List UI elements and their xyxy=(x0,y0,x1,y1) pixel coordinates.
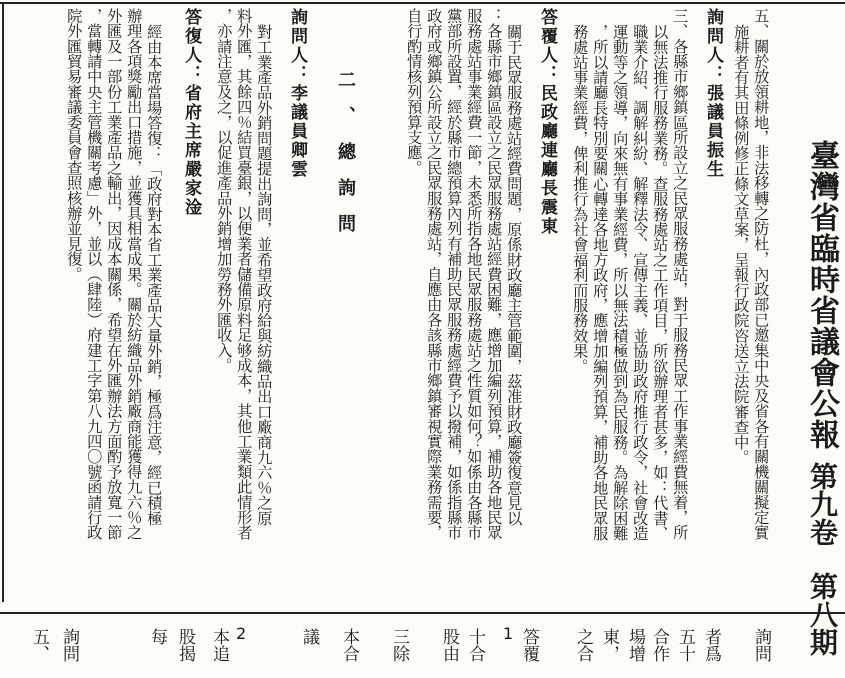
bottom-fragment: 東， xyxy=(599,628,619,662)
footnote-number: 1 xyxy=(503,624,514,643)
text-column: 辦理各項獎勵出口措施，並獲具相當成果。關於紡織品外銷廠商能獲得九六％之 xyxy=(125,8,144,540)
text-column: 料外匯，其餘四％結買臺銀，以便業者儲備原料足够成本，其他工業類此情形者 xyxy=(235,8,254,540)
issue-number: 第八期 xyxy=(806,572,839,656)
bottom-fragment: 者爲 xyxy=(701,628,721,662)
volume-number: 第九卷 xyxy=(806,462,839,546)
bottom-fragment: 場增 xyxy=(625,628,645,662)
text-column: ，所以請廳長特別要關心轉達各地方政府，應增加編列預算，補助各地民眾服 xyxy=(591,24,610,541)
bottom-fragment: 詢問 xyxy=(751,628,771,662)
respondent-heading: 答覆人：民政廳連廳長震東 xyxy=(537,8,557,236)
text-column: 政府或鄉鎮公所設立之民眾服務處站，自應由各該縣市鄉鎮審視實際業務需要， xyxy=(425,8,444,540)
footnote-number: 2 xyxy=(236,624,247,643)
text-column: 黨部所設置，經於縣市總預算內列有補助民眾服務處經費予以撥補，如係指縣市 xyxy=(445,8,464,540)
section-heading: 二、總詢問 xyxy=(335,70,356,250)
text-column: 院外匯貿易審議委員會查照核辦並見復。 xyxy=(65,8,84,282)
text-column: 施耕者有其田條例修正條文草案，呈報行政院咨送立法院審查中。 xyxy=(732,24,751,465)
text-column: ：各縣市鄉鎮區設立之民眾服務處站經費困難，應增加編列預算，補助各地民眾 xyxy=(485,8,504,540)
bottom-fragment: 之合 xyxy=(573,628,593,662)
bottom-fragment: 本合 xyxy=(339,628,359,662)
gazette-title: 臺灣省臨時省議會公報 xyxy=(804,140,839,450)
text-column: 經由本席當場答復：「政府對本省工業產品大量外銷，極爲注意，經已積極 xyxy=(145,24,164,526)
text-column: 服務處站事業經費一節，未悉所指各地民眾服務處站之性質如何？如係由各縣市 xyxy=(465,8,484,540)
bottom-fragment: 五、 xyxy=(29,628,49,662)
inquirer-heading: 詢問人：張議員振生 xyxy=(703,8,723,179)
top-border xyxy=(0,2,845,4)
text-column: 自行酌情核列預算支應。 xyxy=(405,8,424,176)
bottom-fragment: 合作 xyxy=(649,628,669,662)
volume-issue xyxy=(800,448,842,678)
bottom-fragment: 三除 xyxy=(389,628,409,662)
text-column: 務處站事業經費，俾利推行為社會福利而服務效果。 xyxy=(571,24,590,374)
text-column: 三、各縣市鄉鎮區所設立之民眾服務處站，對于服務民眾工作事業經費無着，所 xyxy=(671,8,690,540)
bottom-fragment: 議 xyxy=(299,628,319,645)
left-border xyxy=(2,2,4,602)
bottom-fragment: 十合 xyxy=(465,628,485,662)
text-column: 關于民眾服務處站經費問題，原係財政廳主管範圍，茲准財政廳簽復意見以 xyxy=(505,24,524,526)
bottom-fragment: 詢問 xyxy=(59,628,79,662)
text-column: 運動等之領導，向來無有事業經費，所以無法積極做到為民服務。為解除困難 xyxy=(611,24,630,541)
text-column: 職業介紹、調解糾紛、解釋法令、宣傳主義、並協助政府推行政令，社會改造 xyxy=(631,24,650,541)
text-column: ，當轉請中央主管機關考慮」外，並以（肆陸）府建工字第八九四〇號函請行政 xyxy=(85,8,104,540)
bottom-fragment: 五十 xyxy=(675,628,695,662)
bottom-fragment: 股由 xyxy=(439,628,459,662)
inquirer-heading: 詢問人：李議員卿雲 xyxy=(287,8,307,179)
text-column: 以無法推行服務業務。查服務處站之工作項目，所欲辦理者甚多，如：代書、 xyxy=(651,24,670,541)
text-column: ，亦請注意及之，以促進產品外銷增加勞務外匯收入。 xyxy=(215,8,234,373)
bottom-fragment: 本追 xyxy=(209,628,229,662)
bottom-fragment: 股揭 xyxy=(175,628,195,662)
bottom-fragment: 每 xyxy=(147,628,167,645)
text-column: 五、關於放領耕地，非法移轉之防杜，內政部已邀集中央及省各有關機關擬定實 xyxy=(752,8,771,540)
page-divider xyxy=(0,612,845,614)
respondent-heading: 答復人：省府主席嚴家淦 xyxy=(181,8,201,217)
bottom-fragment: 答覆 xyxy=(519,628,539,662)
text-column: 外匯及一部份工業產品之輸出，因成本關係，希望在外匯辦法方面酌予放寬一節 xyxy=(105,8,124,540)
text-column: 對工業產品外銷問題提出詢問，並希望政府給與紡織品出口廠商九六％之原 xyxy=(255,24,274,526)
